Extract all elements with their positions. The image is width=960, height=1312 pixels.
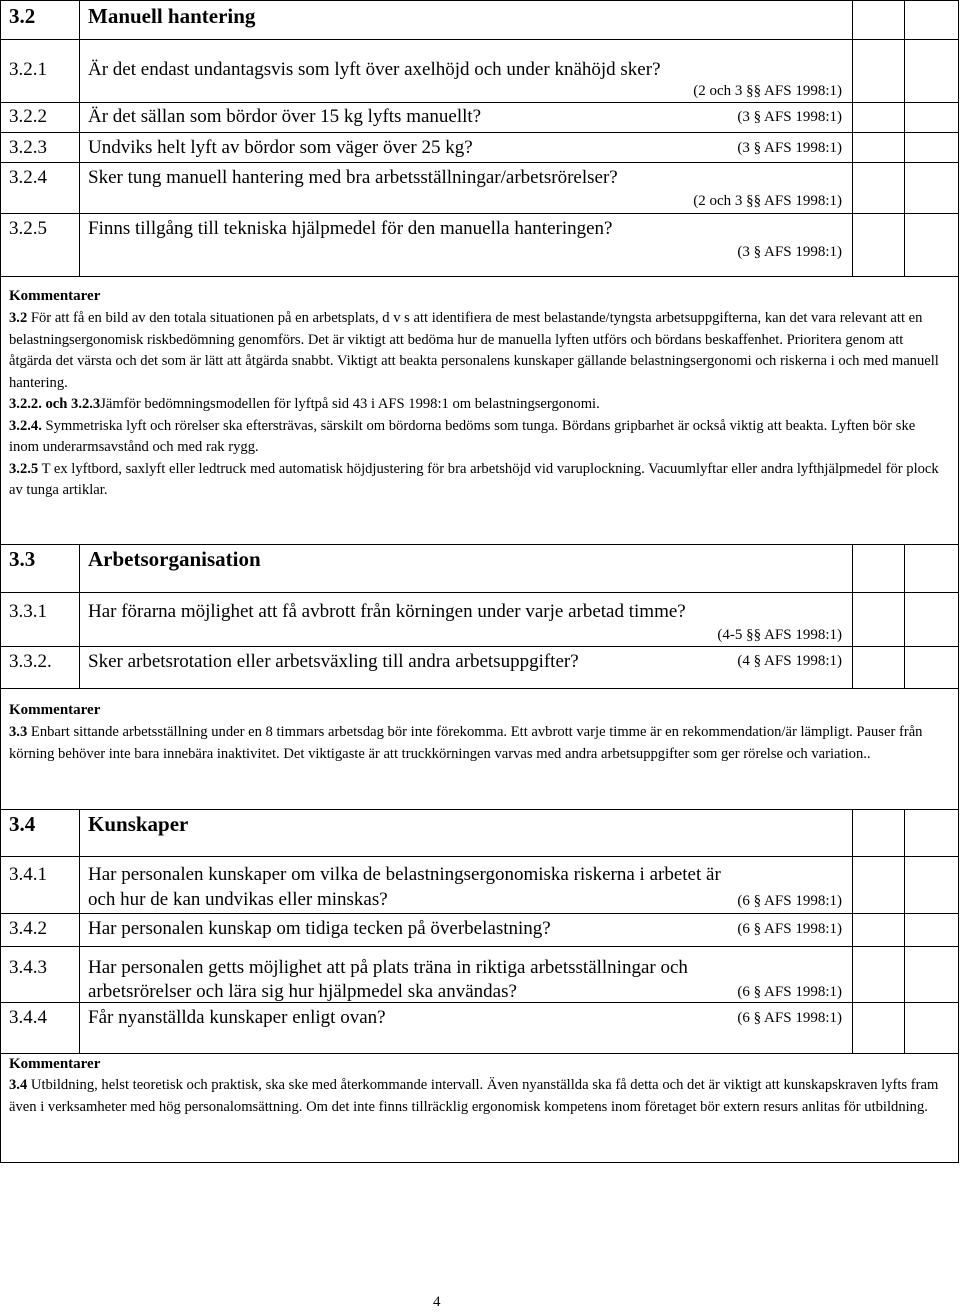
question-number: 3.2.4 — [9, 167, 47, 188]
question-text: Är det endast undantagsvis som lyft över axelhöjd och under knähöjd sker? — [88, 59, 661, 80]
rule — [0, 592, 958, 593]
regulation-reference: (4-5 §§ AFS 1998:1) — [717, 627, 842, 643]
comment-ref: 3.2.4. — [9, 417, 42, 434]
regulation-reference: (6 § AFS 1998:1) — [737, 893, 842, 909]
regulation-reference: (3 § AFS 1998:1) — [737, 140, 842, 156]
question-text: Undviks helt lyft av bördor som väger över 25 kg? — [88, 137, 473, 158]
rule — [79, 544, 80, 688]
rule — [79, 0, 80, 276]
rule — [904, 809, 905, 1053]
rule — [0, 646, 958, 647]
rule — [0, 544, 1, 688]
question-text: och hur de kan undvikas eller minskas? — [88, 889, 388, 910]
section-title: Kunskaper — [88, 812, 189, 836]
section-title: Arbetsorganisation — [88, 547, 261, 571]
rule — [0, 213, 958, 214]
rule — [0, 809, 1, 1053]
question-number: 3.2.1 — [9, 59, 47, 80]
rule — [0, 102, 958, 103]
question-text: Sker arbetsrotation eller arbetsväxling till andra arbetsuppgifter? — [88, 651, 579, 672]
comments-heading: Kommentarer — [9, 288, 101, 304]
regulation-reference: (3 § AFS 1998:1) — [737, 109, 842, 125]
rule — [0, 809, 958, 810]
question-text: Har förarna möjlighet att få avbrott från körningen under varje arbetad timme? — [88, 601, 686, 622]
rule — [0, 276, 1, 544]
regulation-reference: (4 § AFS 1998:1) — [737, 653, 842, 669]
regulation-reference: (2 och 3 §§ AFS 1998:1) — [693, 193, 842, 209]
comments-heading: Kommentarer — [9, 702, 101, 718]
rule — [0, 0, 958, 1]
rule — [0, 856, 958, 857]
question-text: Har personalen getts möjlighet att på plats träna in riktiga arbetsställningar och — [88, 957, 688, 978]
question-number: 3.4.4 — [9, 1007, 47, 1028]
section-title: Manuell hantering — [88, 4, 256, 28]
question-number: 3.2.2 — [9, 106, 47, 127]
rule — [0, 1053, 958, 1054]
question-text: Finns tillgång till tekniska hjälpmedel för den manuella hanteringen? — [88, 218, 613, 239]
comment-ref: 3.3 — [9, 724, 28, 740]
question-number: 3.2.3 — [9, 137, 47, 158]
section-number: 3.3 — [9, 547, 36, 571]
rule — [0, 276, 958, 277]
question-text: Får nyanställda kunskaper enligt ovan? — [88, 1007, 386, 1028]
rule — [79, 809, 80, 1053]
question-text: arbetsrörelser och lära sig hur hjälpmedel ska användas? — [88, 981, 517, 1002]
comment-text: Symmetriska lyft och rörelser ska eftersträvas, särskilt om bördorna bedöms som tunga. Bördans gripbarhet är också viktig att beakta. Lyften bör ske inom underarmsavstånd och med rak rygg. — [9, 417, 916, 455]
comment-text: T ex lyftbord, saxlyft eller ledtruck med automatisk höjdjustering för bra arbetshöjd vid varuplockning. Vacuumlyftar eller andra lyfthjälpmedel för plock av tunga artiklar. — [9, 460, 939, 498]
question-text: Har personalen kunskap om tidiga tecken på överbelastning? — [88, 918, 551, 939]
section-number: 3.2 — [9, 4, 36, 28]
comment-ref: 3.2.5 — [9, 460, 39, 477]
regulation-reference: (2 och 3 §§ AFS 1998:1) — [693, 83, 842, 99]
rule — [0, 688, 1, 809]
question-text: Har personalen kunskaper om vilka de belastningsergonomiska riskerna i arbetet är — [88, 864, 721, 885]
rule — [0, 0, 1, 276]
rule — [0, 1053, 1, 1162]
regulation-reference: (6 § AFS 1998:1) — [737, 984, 842, 1000]
question-number: 3.4.2 — [9, 918, 47, 939]
rule — [904, 0, 905, 276]
comments-body — [9, 308, 939, 502]
rule — [0, 913, 958, 914]
question-text: Är det sällan som bördor över 15 kg lyfts manuellt? — [88, 106, 482, 127]
regulation-reference: (6 § AFS 1998:1) — [737, 1010, 842, 1026]
rule — [904, 544, 905, 688]
question-text: Sker tung manuell hantering med bra arbetsställningar/arbetsrörelser? — [88, 167, 618, 188]
comment-text: Enbart sittande arbetsställning under en 8 timmars arbetsdag bör inte förekomma. Ett avbrott varje timme är en rekommendation/är lämpligt. Pauser från körning behöver inte bara innebära inaktivitet. Det viktigaste är att truckkörningen varvas med andra arbetsuppgifter som ger rörelse och variation.. — [9, 724, 923, 762]
rule — [0, 688, 958, 689]
rule — [852, 809, 853, 1053]
question-number: 3.4.1 — [9, 864, 47, 885]
rule — [852, 0, 853, 276]
question-number: 3.2.5 — [9, 218, 47, 239]
rule — [0, 39, 958, 40]
comments-body — [9, 722, 939, 765]
page-number: 4 — [433, 1294, 441, 1310]
comment-ref: 3.2.2. och 3.2.3 — [9, 396, 101, 412]
rule — [0, 544, 958, 545]
comment-text: För att få en bild av den totala situationen på en arbetsplats, d v s att identifiera de mest belastande/tyngsta arbetsuppgifterna, kan det vara relevant att en belastningsergonomisk riskbedömning genomförs. Det är viktigt att bedöma hur de manuella lyften utförs och bördans beskaffenhet. Prioritera genom att åtgärda det värsta och det som är lätt att åtgärda snabbt. Viktigt att beakta personalens kunskaper gällande belastningsergonomi och riskerna i och med manuell hantering. — [9, 310, 939, 391]
regulation-reference: (6 § AFS 1998:1) — [737, 921, 842, 937]
question-number: 3.3.2. — [9, 651, 52, 672]
comment-text: Jämför bedömningsmodellen för lyftpå sid 43 i AFS 1998:1 om belastningsergonomi. — [100, 396, 600, 412]
rule — [0, 162, 958, 163]
rule — [0, 132, 958, 133]
comment-ref: 3.4 — [9, 1077, 28, 1093]
section-number: 3.4 — [9, 812, 36, 836]
comments-body — [9, 1075, 939, 1118]
regulation-reference: (3 § AFS 1998:1) — [737, 244, 842, 260]
rule — [852, 544, 853, 688]
comment-ref: 3.2 — [9, 310, 28, 326]
question-number: 3.4.3 — [9, 957, 47, 978]
question-number: 3.3.1 — [9, 601, 47, 622]
comment-text: Utbildning, helst teoretisk och praktisk, ska ske med återkommande intervall. Även nyanställda ska få detta och det är viktigt att kunskapskraven lyfts fram även i verksamheter med hög personalomsättning. Om det inte finns tillräcklig ergonomisk kompetens inom företaget bör extern resurs anlitas för utbildning. — [9, 1077, 939, 1115]
comments-heading: Kommentarer — [9, 1056, 101, 1072]
rule — [0, 946, 958, 947]
